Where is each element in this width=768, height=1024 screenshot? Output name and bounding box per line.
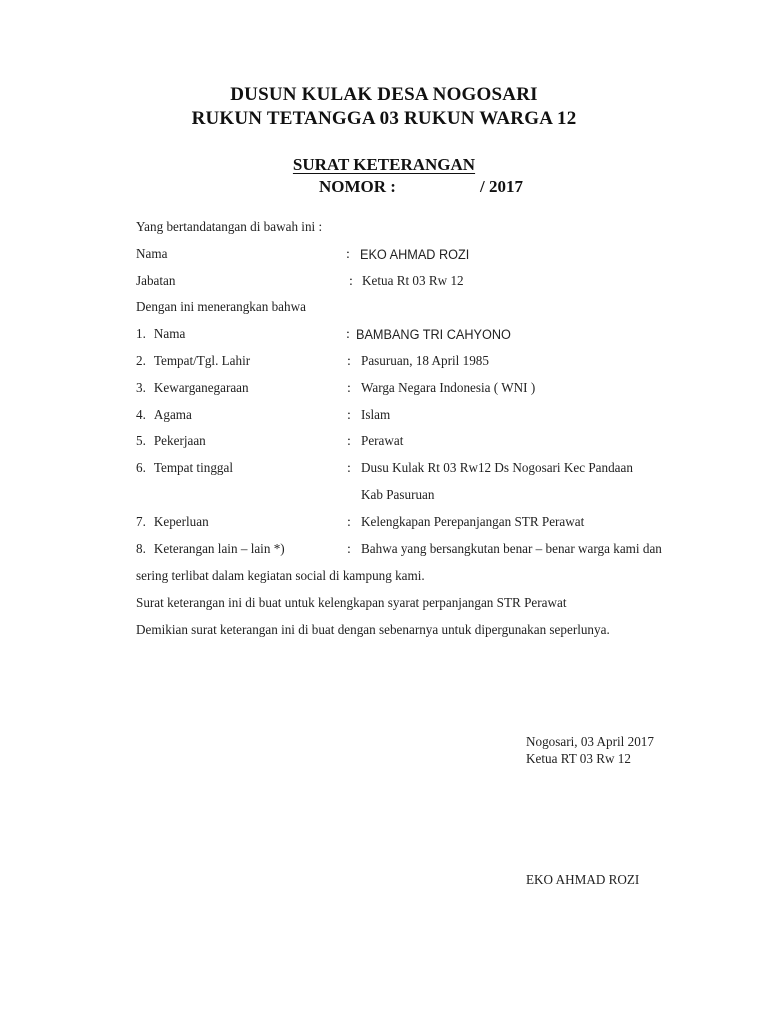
document-title-text: SURAT KETERANGAN [292, 155, 476, 174]
nomor-label: NOMOR : [319, 177, 396, 196]
item-3-colon: : [347, 381, 351, 396]
signer-position-label: Jabatan [136, 274, 176, 289]
item-4-colon: : [347, 408, 351, 423]
item-4-value: Islam [361, 408, 391, 423]
item-1-value: BAMBANG TRI CAHYONO [356, 327, 511, 342]
signer-position-colon: : [349, 274, 353, 289]
item-3-label [136, 381, 249, 397]
item-5-value: Perawat [361, 434, 404, 449]
item-7-label [136, 515, 209, 531]
item-3-number: 3. [136, 381, 146, 396]
item-5-colon: : [347, 434, 351, 449]
signature-title: Ketua RT 03 Rw 12 [526, 752, 631, 767]
item-6-label-text: Tempat tinggal [153, 461, 233, 476]
item-3-value: Warga Negara Indonesia ( WNI ) [361, 381, 536, 396]
signature-name: EKO AHMAD ROZI [526, 873, 640, 888]
item-6-value-continued: Kab Pasuruan [361, 488, 435, 503]
item-7-number: 7. [136, 515, 146, 530]
body-line-2: Surat keterangan ini di buat untuk kelengkapan syarat perpanjangan STR Perawat [136, 596, 567, 611]
document-title [0, 155, 768, 175]
item-4-number: 4. [136, 408, 146, 423]
header-line-1: DUSUN KULAK DESA NOGOSARI [230, 84, 538, 105]
item-6-value: Dusu Kulak Rt 03 Rw12 Ds Nogosari Kec Pandaan [361, 461, 633, 476]
item-7-label-text: Keperluan [153, 515, 209, 530]
statement-line: Dengan ini menerangkan bahwa [136, 300, 306, 315]
item-6-number: 6. [136, 461, 146, 476]
item-6-colon: : [347, 461, 351, 476]
body-line-3: Demikian surat keterangan ini di buat dengan sebenarnya untuk dipergunakan seperlunya. [136, 623, 610, 638]
item-2-colon: : [347, 354, 351, 369]
item-5-label-text: Pekerjaan [153, 434, 206, 449]
item-5-number: 5. [136, 434, 146, 449]
item-3-label-text: Kewarganegaraan [153, 381, 249, 396]
item-8-label-text: Keterangan lain – lain *) [153, 542, 285, 557]
item-1-number: 1. [136, 327, 146, 342]
item-2-number: 2. [136, 354, 146, 369]
item-2-value: Pasuruan, 18 April 1985 [361, 354, 489, 369]
item-7-colon: : [347, 515, 351, 530]
item-8-colon: : [347, 542, 351, 557]
item-5-label [136, 434, 206, 450]
signer-name-label: Nama [136, 247, 168, 262]
item-6-label [136, 461, 233, 477]
item-1-label [136, 327, 185, 343]
item-1-colon: : [346, 327, 350, 342]
item-4-label [136, 408, 192, 424]
item-8-label [136, 542, 285, 558]
item-8-number: 8. [136, 542, 146, 557]
nomor-year: / 2017 [480, 177, 523, 196]
body-line-1: sering terlibat dalam kegiatan social di kampung kami. [136, 569, 425, 584]
item-8-value: Bahwa yang bersangkutan benar – benar warga kami dan [361, 542, 662, 557]
item-4-label-text: Agama [153, 408, 192, 423]
header-line-2: RUKUN TETANGGA 03 RUKUN WARGA 12 [191, 108, 577, 129]
item-2-label-text: Tempat/Tgl. Lahir [153, 354, 251, 369]
signer-name-value: EKO AHMAD ROZI [360, 247, 470, 262]
signer-position-value: Ketua Rt 03 Rw 12 [362, 274, 464, 289]
signer-name-colon: : [346, 247, 350, 262]
item-7-value: Kelengkapan Perepanjangan STR Perawat [361, 515, 585, 530]
item-1-label-text: Nama [153, 327, 186, 342]
intro-line: Yang bertandatangan di bawah ini : [136, 220, 323, 235]
item-2-label [136, 354, 250, 370]
signature-place-date: Nogosari, 03 April 2017 [526, 735, 654, 750]
